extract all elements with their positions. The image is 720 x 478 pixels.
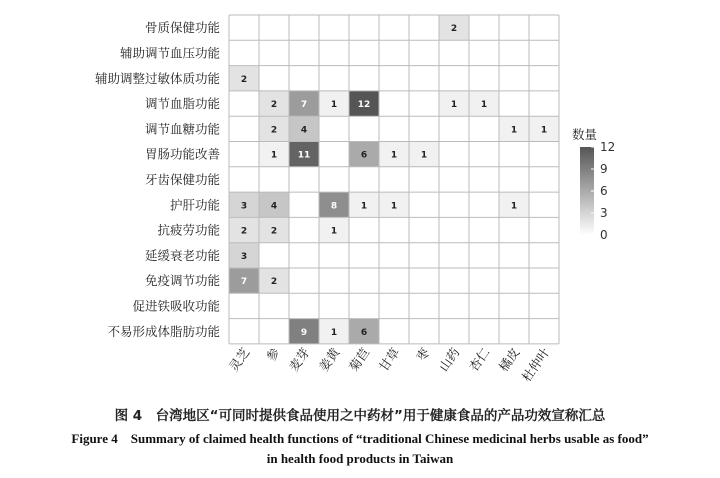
heatmap-cell bbox=[409, 15, 439, 40]
heatmap-cell bbox=[229, 40, 259, 65]
heatmap-cell bbox=[439, 40, 469, 65]
heatmap-cell bbox=[529, 243, 559, 268]
heatmap-cell bbox=[289, 66, 319, 91]
heatmap-cell bbox=[409, 66, 439, 91]
y-tick-label: 延缓衰老功能 bbox=[144, 247, 220, 263]
heatmap-cell bbox=[259, 293, 289, 318]
y-tick-label: 辅助调节血压功能 bbox=[119, 45, 220, 61]
heatmap-cell bbox=[259, 40, 289, 65]
heatmap-cell bbox=[349, 66, 379, 91]
cell-value-label: 1 bbox=[510, 125, 518, 136]
heatmap-cell bbox=[319, 293, 349, 318]
heatmap-cell bbox=[409, 91, 439, 116]
cell-value-label: 2 bbox=[270, 100, 278, 111]
heatmap-cell bbox=[469, 167, 499, 192]
heatmap-cell bbox=[499, 15, 529, 40]
x-tick-label: 姜黄 bbox=[315, 345, 343, 375]
heatmap-cell bbox=[289, 243, 319, 268]
heatmap-cell bbox=[499, 40, 529, 65]
cell-value-label: 1 bbox=[510, 201, 518, 212]
heatmap-cell bbox=[439, 268, 469, 293]
heatmap-cell bbox=[469, 142, 499, 167]
heatmap-cell bbox=[499, 91, 529, 116]
heatmap-cell bbox=[349, 167, 379, 192]
y-tick-label: 抗疲劳功能 bbox=[157, 222, 220, 238]
heatmap-cell bbox=[499, 319, 529, 344]
y-tick-label: 骨质保健功能 bbox=[144, 20, 220, 36]
cell-value-label: 8 bbox=[330, 201, 338, 212]
cell-value-label: 2 bbox=[450, 24, 458, 35]
heatmap-cell bbox=[469, 66, 499, 91]
heatmap-cell bbox=[379, 293, 409, 318]
cell-value-label: 2 bbox=[270, 277, 278, 288]
figure-caption-en-line2: in health food products in Taiwan bbox=[266, 451, 454, 466]
x-tick-label: 灵芝 bbox=[225, 345, 253, 375]
cell-value-label: 12 bbox=[357, 100, 371, 111]
y-tick-label: 胃肠功能改善 bbox=[144, 146, 220, 162]
cell-value-label: 2 bbox=[240, 74, 248, 85]
heatmap-cell bbox=[409, 192, 439, 217]
heatmap-cell bbox=[499, 142, 529, 167]
cell-value-label: 4 bbox=[300, 125, 308, 136]
heatmap-cell bbox=[469, 268, 499, 293]
heatmap-cell bbox=[379, 217, 409, 242]
heatmap-cell bbox=[319, 167, 349, 192]
heatmap-cell bbox=[379, 91, 409, 116]
x-tick-label: 甘草 bbox=[375, 345, 403, 375]
heatmap-cell bbox=[229, 319, 259, 344]
heatmap-cell bbox=[529, 40, 559, 65]
heatmap-cell bbox=[529, 15, 559, 40]
cell-value-label: 1 bbox=[390, 150, 398, 161]
heatmap-cell bbox=[229, 293, 259, 318]
heatmap-cell bbox=[409, 217, 439, 242]
heatmap-cell bbox=[469, 319, 499, 344]
heatmap-cell bbox=[439, 167, 469, 192]
heatmap-cell bbox=[409, 243, 439, 268]
cell-value-label: 2 bbox=[270, 226, 278, 237]
heatmap-cell bbox=[439, 217, 469, 242]
heatmap-cell bbox=[529, 91, 559, 116]
heatmap-cell bbox=[469, 293, 499, 318]
y-tick-label: 不易形成体脂肪功能 bbox=[107, 323, 220, 339]
heatmap-cell bbox=[349, 217, 379, 242]
figure-caption-cn: 图 4 台湾地区“可同时提供食品使用之中药材”用于健康食品的产品功效宣称汇总 bbox=[114, 408, 606, 424]
heatmap-cell bbox=[349, 40, 379, 65]
legend-tick-label: 9 bbox=[600, 162, 608, 176]
y-tick-label: 辅助调整过敏体质功能 bbox=[94, 70, 220, 86]
heatmap-cell bbox=[229, 167, 259, 192]
heatmap-cell bbox=[499, 243, 529, 268]
x-tick-label: 麦芽 bbox=[285, 345, 313, 375]
heatmap-cell bbox=[409, 167, 439, 192]
heatmap-cell bbox=[469, 217, 499, 242]
heatmap-cell bbox=[439, 243, 469, 268]
heatmap-cell bbox=[259, 319, 289, 344]
heatmap-cell bbox=[229, 116, 259, 141]
color-legend bbox=[572, 127, 615, 242]
legend-tick-label: 0 bbox=[600, 228, 608, 242]
x-tick-label: 菊苣 bbox=[345, 345, 373, 375]
cell-value-label: 1 bbox=[330, 226, 338, 237]
cell-value-label: 1 bbox=[270, 150, 278, 161]
heatmap-cell bbox=[379, 268, 409, 293]
x-tick-label: 参 bbox=[262, 345, 283, 364]
heatmap-cell bbox=[499, 167, 529, 192]
heatmap-cell bbox=[439, 192, 469, 217]
heatmap-cell bbox=[229, 142, 259, 167]
cell-value-label: 1 bbox=[330, 327, 338, 338]
heatmap-cell bbox=[289, 15, 319, 40]
heatmap-cell bbox=[319, 116, 349, 141]
legend-tick-label: 6 bbox=[600, 184, 608, 198]
cell-value-label: 7 bbox=[240, 277, 248, 288]
heatmap-cell bbox=[439, 142, 469, 167]
heatmap-cell bbox=[529, 268, 559, 293]
cell-value-label: 2 bbox=[270, 125, 278, 136]
heatmap-cell bbox=[469, 243, 499, 268]
legend-title: 数量 bbox=[572, 127, 598, 142]
heatmap-cell bbox=[319, 40, 349, 65]
x-tick-label: 山药 bbox=[435, 345, 463, 375]
heatmap-cell bbox=[439, 116, 469, 141]
heatmap-cell bbox=[319, 243, 349, 268]
heatmap-cell bbox=[529, 217, 559, 242]
heatmap-cell bbox=[379, 167, 409, 192]
heatmap-cell bbox=[469, 15, 499, 40]
heatmap-cell bbox=[319, 268, 349, 293]
heatmap-cell bbox=[349, 243, 379, 268]
cell-value-label: 7 bbox=[300, 100, 308, 111]
x-tick-label: 杏仁 bbox=[465, 345, 493, 375]
x-tick-label: 枣 bbox=[412, 345, 433, 364]
cell-value-label: 3 bbox=[240, 251, 248, 262]
heatmap-cell bbox=[409, 293, 439, 318]
heatmap-cell bbox=[409, 268, 439, 293]
x-axis-labels bbox=[226, 345, 553, 385]
cell-value-label: 1 bbox=[480, 100, 488, 111]
heatmap-cell bbox=[259, 243, 289, 268]
heatmap-cell bbox=[529, 66, 559, 91]
heatmap-cell bbox=[379, 319, 409, 344]
heatmap-cell bbox=[469, 40, 499, 65]
heatmap-cell bbox=[379, 40, 409, 65]
heatmap-cell bbox=[229, 91, 259, 116]
cell-value-label: 9 bbox=[300, 327, 308, 338]
heatmap-cell bbox=[409, 319, 439, 344]
heatmap-cell bbox=[529, 142, 559, 167]
heatmap-cell bbox=[289, 217, 319, 242]
heatmap-cell bbox=[349, 268, 379, 293]
heatmap-cell bbox=[469, 116, 499, 141]
heatmap-cell bbox=[319, 15, 349, 40]
heatmap-cell bbox=[349, 293, 379, 318]
heatmap-cell bbox=[289, 192, 319, 217]
heatmap-cell bbox=[499, 268, 529, 293]
heatmap-cell bbox=[529, 293, 559, 318]
heatmap-cell bbox=[289, 268, 319, 293]
cell-value-label: 6 bbox=[360, 327, 368, 338]
heatmap-cell bbox=[289, 167, 319, 192]
y-tick-label: 调节血糖功能 bbox=[144, 121, 220, 137]
y-tick-label: 调节血脂功能 bbox=[144, 96, 220, 112]
heatmap-cell bbox=[379, 15, 409, 40]
y-tick-label: 护肝功能 bbox=[169, 197, 220, 213]
y-tick-label: 促进铁吸收功能 bbox=[132, 298, 220, 314]
heatmap-cell bbox=[319, 66, 349, 91]
heatmap-cell bbox=[379, 116, 409, 141]
figure-caption-en-line1: Figure 4 Summary of claimed health functions of “traditional Chinese medicinal herbs usable as food” bbox=[71, 431, 649, 446]
heatmap-cell bbox=[409, 116, 439, 141]
x-tick-label: 杜仲叶 bbox=[518, 345, 553, 385]
heatmap-cell bbox=[529, 192, 559, 217]
heatmap-cell bbox=[379, 243, 409, 268]
heatmap-cell bbox=[529, 167, 559, 192]
heatmap-cell bbox=[529, 319, 559, 344]
cell-value-label: 1 bbox=[330, 100, 338, 111]
heatmap-cell bbox=[229, 15, 259, 40]
heatmap-cell bbox=[259, 15, 289, 40]
cell-value-label: 6 bbox=[360, 150, 368, 161]
cell-value-label: 11 bbox=[297, 150, 311, 161]
heatmap-cell bbox=[349, 116, 379, 141]
heatmap-cell bbox=[439, 66, 469, 91]
legend-tick-label: 3 bbox=[600, 206, 608, 220]
heatmap-cell bbox=[439, 293, 469, 318]
cell-value-label: 1 bbox=[540, 125, 548, 136]
legend-tick-label: 12 bbox=[600, 140, 616, 154]
cell-value-label: 2 bbox=[240, 226, 248, 237]
heatmap-cell bbox=[499, 293, 529, 318]
heatmap-cell bbox=[259, 66, 289, 91]
y-axis-labels bbox=[95, 20, 220, 339]
y-tick-label: 牙齿保健功能 bbox=[144, 171, 220, 187]
heatmap-cell bbox=[319, 142, 349, 167]
heatmap-cell bbox=[469, 192, 499, 217]
heatmap-cell bbox=[259, 167, 289, 192]
cell-value-label: 3 bbox=[240, 201, 248, 212]
heatmap-cell bbox=[499, 66, 529, 91]
y-tick-label: 免疫调节功能 bbox=[144, 273, 220, 289]
cell-value-label: 1 bbox=[420, 150, 428, 161]
cell-value-label: 1 bbox=[450, 100, 458, 111]
heatmap-cell bbox=[409, 40, 439, 65]
heatmap-cell bbox=[289, 40, 319, 65]
cell-value-label: 4 bbox=[270, 201, 278, 212]
heatmap-cells bbox=[229, 15, 559, 344]
heatmap-cell bbox=[499, 217, 529, 242]
heatmap-cell bbox=[289, 293, 319, 318]
x-tick-label: 橘皮 bbox=[495, 345, 523, 375]
heatmap-cell bbox=[439, 319, 469, 344]
heatmap-cell bbox=[349, 15, 379, 40]
cell-value-label: 1 bbox=[390, 201, 398, 212]
cell-value-label: 1 bbox=[360, 201, 368, 212]
heatmap-cell bbox=[379, 66, 409, 91]
